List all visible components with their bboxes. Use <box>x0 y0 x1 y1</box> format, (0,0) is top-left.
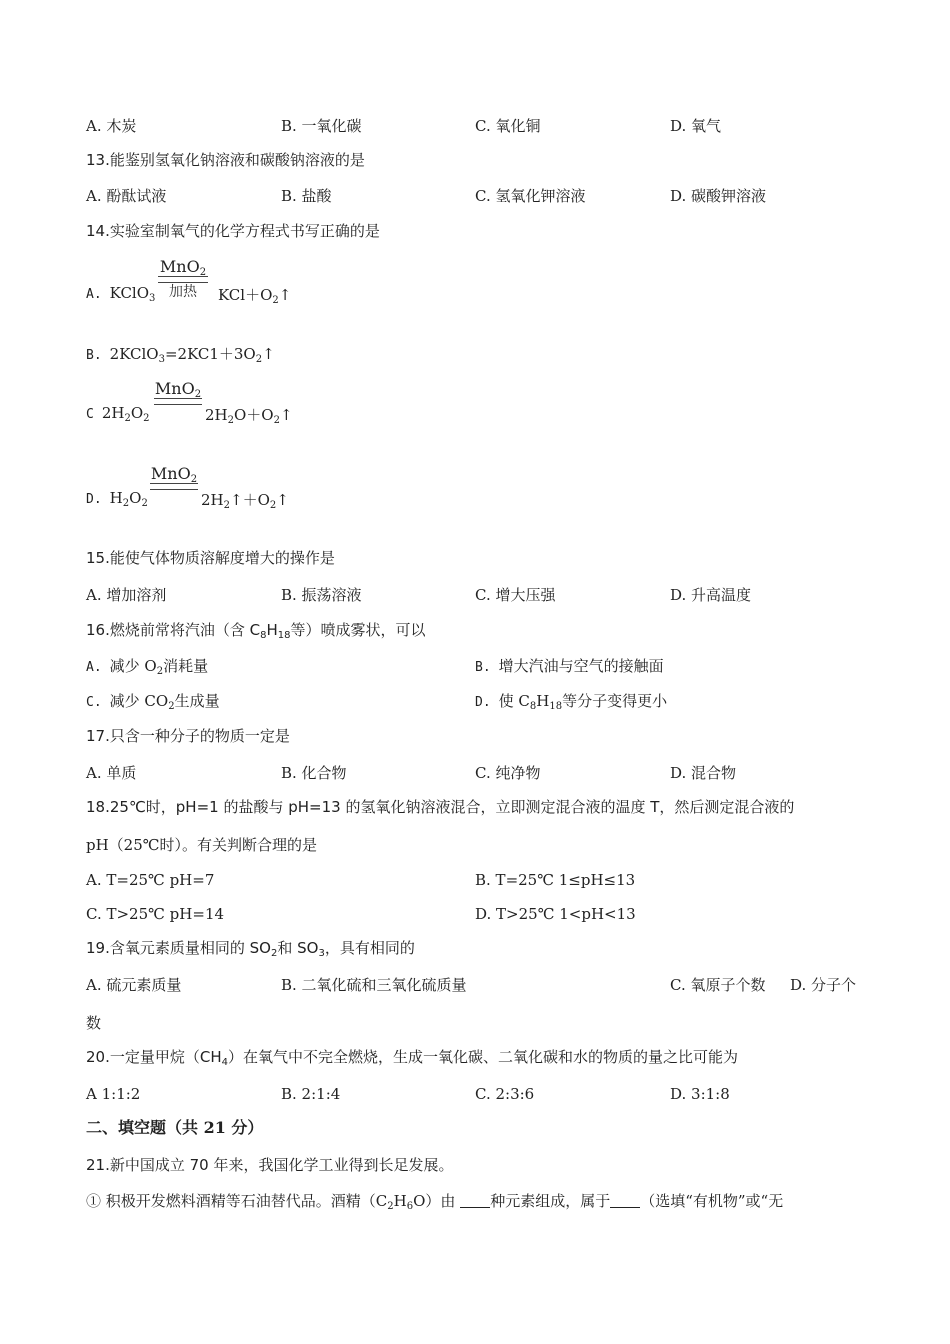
q14-d-reaction-condition: MnO$_2$ <box>150 465 198 490</box>
q14-option-a: A. KClO$_3$ <box>86 284 156 304</box>
q15-option-c: C. 增大压强 <box>475 586 556 604</box>
q17-option-b: B. 化合物 <box>281 764 347 782</box>
q19-option-d: D. 分子个 <box>790 976 857 994</box>
q13-option-c: C. 氢氧化钾溶液 <box>475 187 586 205</box>
q14-a-products: $KCl+O_2↑$ <box>218 286 292 306</box>
q13-option-d: D. 碳酸钾溶液 <box>670 187 767 205</box>
q14-d-products: $2H_2↑+O_2↑$ <box>201 491 289 511</box>
q14-stem: 14.实验室制氧气的化学方程式书写正确的是 <box>86 222 380 240</box>
q21-blank-1[interactable] <box>460 1193 490 1208</box>
q12-option-c: C. 氧化铜 <box>475 117 541 135</box>
q14-a-reaction-condition: MnO$_2$ 加热 <box>159 257 207 300</box>
q20-option-b: B. 2:1:4 <box>281 1085 341 1103</box>
q19-option-c: C. 氧原子个数 <box>670 976 766 994</box>
q14-option-d: D. $H_2O_2$ <box>86 489 148 509</box>
q17-option-d: D. 混合物 <box>670 764 737 782</box>
q18-option-b: B. T=25℃ 1≤pH≤13 <box>475 871 636 889</box>
q17-stem: 17.只含一种分子的物质一定是 <box>86 727 290 745</box>
q13-option-b: B. 盐酸 <box>281 187 332 205</box>
q21-stem: 21.新中国成立 70 年来，我国化学工业得到长足发展。 <box>86 1156 454 1174</box>
q19-option-d-wrap: 数 <box>86 1014 102 1032</box>
q19-option-a: A. 硫元素质量 <box>86 976 182 994</box>
q20-option-d: D. 3:1:8 <box>670 1085 730 1103</box>
q14-option-b: B. $2KClO_3=2KC1+3O_2↑$ <box>86 345 275 365</box>
q18-stem-line2: pH（25℃时）。有关判断合理的是 <box>86 836 318 854</box>
q14-c-products: $2H_2O+O_2↑$ <box>205 406 293 426</box>
q13-stem: 13.能鉴别氢氧化钠溶液和碳酸钠溶液的是 <box>86 151 365 169</box>
q16-option-c: C. 减少 $CO_2$生成量 <box>86 692 220 712</box>
q20-stem: 20.一定量甲烷$(CH_4)$在氧气中不完全燃烧，生成一氧化碳、二氧化碳和水的物质的量之比可能为 <box>86 1048 738 1068</box>
q18-option-a: A. T=25℃ pH=7 <box>86 871 215 889</box>
q12-option-b: B. 一氧化碳 <box>281 117 362 135</box>
q15-option-b: B. 振荡溶液 <box>281 586 362 604</box>
q12-option-a: A. 木炭 <box>86 117 137 135</box>
q21-blank-2[interactable] <box>610 1193 640 1208</box>
q18-stem-line1: 18.25℃时，pH=1 的盐酸与 pH=13 的氢氧化钠溶液混合，立即测定混合液的温度 T，然后测定混合液的 <box>86 798 795 816</box>
q19-stem: 19.含氧元素质量相同的 $SO_2$和 $SO_3$，具有相同的 <box>86 939 415 959</box>
q16-option-d: D. 使 $C_8H_{18}$等分子变得更小 <box>475 692 668 712</box>
q14-option-c: C $2H_2O_2$ <box>86 404 150 424</box>
q16-stem: 16.燃烧前常将汽油（含 $C_8H_{18}$等）喷成雾状，可以 <box>86 621 426 641</box>
q16-option-b: B. 增大汽油与空气的接触面 <box>475 657 664 675</box>
q15-stem: 15.能使气体物质溶解度增大的操作是 <box>86 549 335 567</box>
q20-option-c: C. 2:3:6 <box>475 1085 535 1103</box>
q18-option-d: D. T>25℃ 1<pH<13 <box>475 905 636 923</box>
q15-option-d: D. 升高温度 <box>670 586 752 604</box>
q20-option-a: A 1:1:2 <box>86 1085 141 1103</box>
q12-option-d: D. 氧气 <box>670 117 722 135</box>
q14-c-reaction-condition: MnO$_2$ <box>154 380 202 405</box>
q17-option-a: A. 单质 <box>86 764 137 782</box>
q18-option-c: C. T>25℃ pH=14 <box>86 905 225 923</box>
q15-option-a: A. 增加溶剂 <box>86 586 167 604</box>
q21-part1: ① 积极开发燃料酒精等石油替代品。酒精$(C_2H_6O)$由 种元素组成，属于 （选填“有机物”或“无 <box>86 1192 784 1212</box>
section-heading: 二、填空题（共 21 分） <box>86 1118 264 1137</box>
q13-option-a: A. 酚酞试液 <box>86 187 167 205</box>
q16-option-a: A. 减少 $O_2$消耗量 <box>86 657 209 677</box>
q17-option-c: C. 纯净物 <box>475 764 541 782</box>
q19-option-b: B. 二氧化硫和三氧化硫质量 <box>281 976 467 994</box>
